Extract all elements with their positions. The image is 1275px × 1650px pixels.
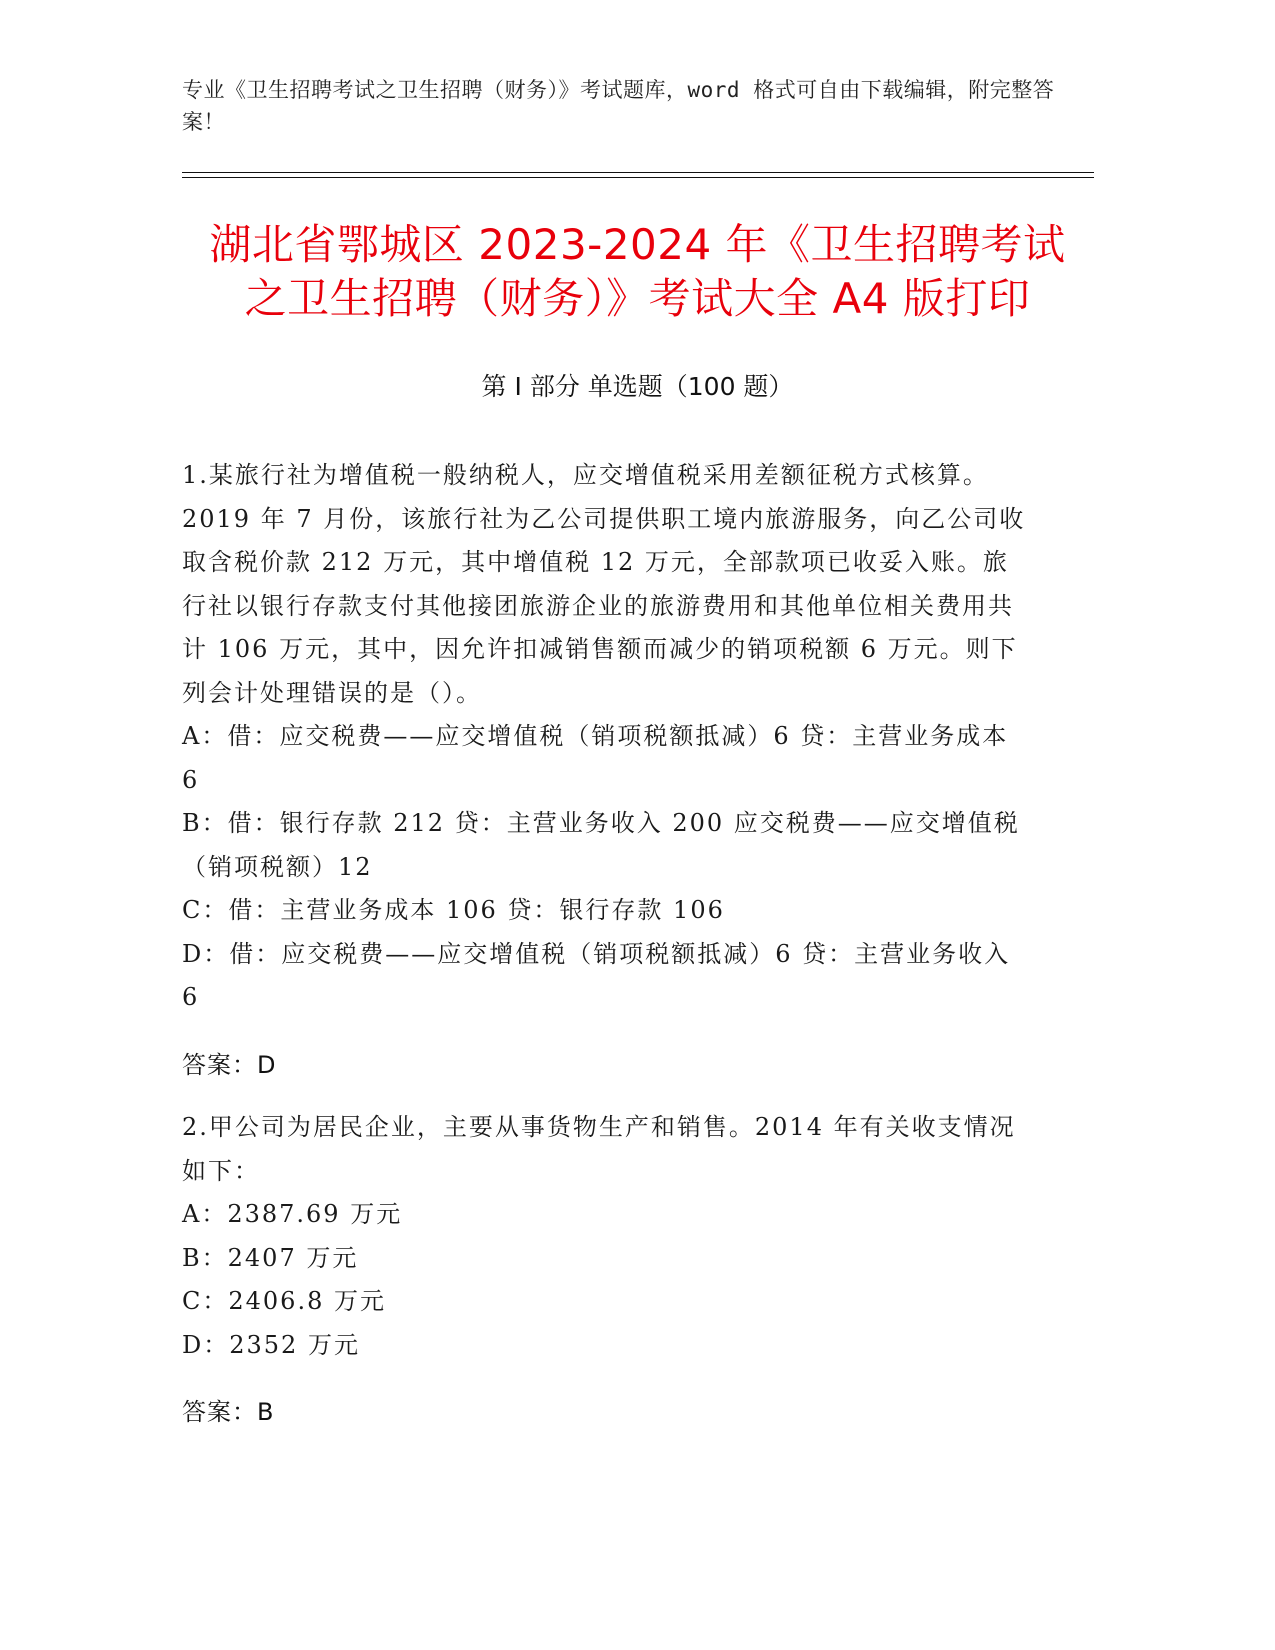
option-d: D：借：应交税费——应交增值税（销项税额抵减）6 贷：主营业务收入 6 <box>182 939 1011 1011</box>
option-c: C：2406.8 万元 <box>182 1287 386 1315</box>
question-1 <box>182 454 1032 1111</box>
document-title-line-1: 湖北省鄂城区 2023-2024 年《卫生招聘考试 <box>209 220 1066 269</box>
header-divider-top <box>182 172 1094 173</box>
answer-line: 答案：B <box>182 1398 275 1426</box>
option-c: C：借：主营业务成本 106 贷：银行存款 106 <box>182 896 725 924</box>
option-a: A：借：应交税费——应交增值税（销项税额抵减）6 贷：主营业务成本 6 <box>182 722 1009 794</box>
document-title-line-2: 之卫生招聘（财务）》考试大全 A4 版打印 <box>244 274 1031 323</box>
option-a: A：2387.69 万元 <box>182 1200 403 1228</box>
answer-line: 答案：D <box>182 1050 277 1079</box>
question-2 <box>182 1106 1032 1459</box>
question-stem: 1.某旅行社为增值税一般纳税人，应交增值税采用差额征税方式核算。2019 年 7 月份，该旅行社为乙公司提供职工境内旅游服务，向乙公司收取含税价款 212 万元，其中增值税 12 万元，全部款项已收妥入账。旅行社以银行存款支付其他接团旅游企业的旅游费用和其他单位相关费用共计 106 万元，其中，因允许扣减销售额而减少的销项税额 6 万元。则下列会计处理错误的是（）。 <box>182 461 1026 707</box>
header-divider-bottom <box>182 177 1094 178</box>
option-b: B：借：银行存款 212 贷：主营业务收入 200 应交税费——应交增值税（销项税额）12 <box>182 809 1020 881</box>
option-b: B：2407 万元 <box>182 1243 359 1272</box>
question-stem: 2.甲公司为居民企业，主要从事货物生产和销售。2014 年有关收支情况如下： <box>182 1113 1016 1185</box>
option-d: D：2352 万元 <box>182 1330 360 1359</box>
header-note: 专业《卫生招聘考试之卫生招聘（财务）》考试题库，word 格式可自由下载编辑，附完整答案！ <box>182 78 1055 134</box>
document-title <box>150 218 1125 326</box>
section-heading: 第 I 部分 单选题（100 题） <box>481 372 794 401</box>
